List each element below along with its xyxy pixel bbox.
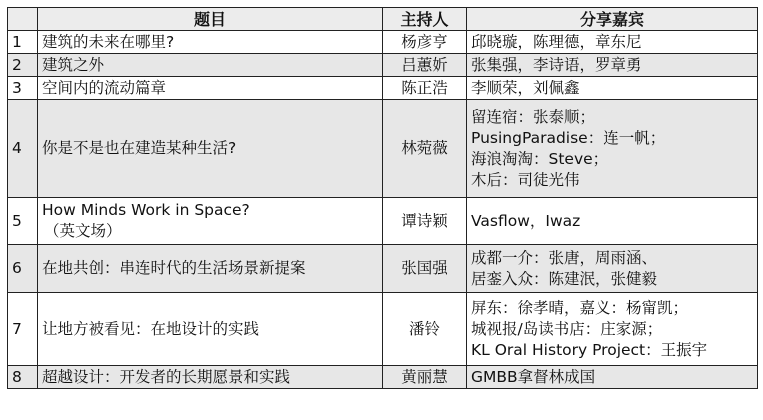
- session-schedule-table: [7, 7, 758, 389]
- table-row: [8, 245, 758, 293]
- topic-cell: [38, 100, 383, 198]
- guest-line: PusingParadise：连一帆；: [471, 128, 666, 147]
- topic-text: 在地共创：串连时代的生活场景新提案: [42, 259, 306, 277]
- guest-line: GMBB拿督林成国: [471, 367, 596, 386]
- guests-cell: [467, 293, 758, 366]
- topic-cell: [38, 245, 383, 293]
- guests-cell: [467, 366, 758, 389]
- topic-cell: [38, 366, 383, 389]
- guest-line: 城视报/岛读书店：庄家源；: [471, 319, 663, 338]
- topic-cell: [38, 77, 383, 100]
- header-row: [8, 8, 758, 31]
- host-cell: 谭诗颖: [383, 198, 467, 245]
- table-header: [8, 8, 758, 31]
- host-cell: 张国强: [383, 245, 467, 293]
- topic-text: （英文场）: [44, 222, 122, 240]
- topic-text: 超越设计：开发者的长期愿景和实践: [42, 367, 291, 386]
- host-cell: 吕蕙妡: [383, 54, 467, 77]
- guest-line: 居銮入众：陈建泯，张健毅: [471, 269, 658, 288]
- row-number: 4: [8, 100, 38, 198]
- topic-cell: [38, 31, 383, 54]
- table-row: [8, 293, 758, 366]
- host-cell: 陈正浩: [383, 77, 467, 100]
- host-cell: 林菀薇: [383, 100, 467, 198]
- header-host: 主持人: [383, 8, 467, 31]
- topic-cell: [38, 54, 383, 77]
- table-body: [8, 31, 758, 389]
- host-cell: 潘铃: [383, 293, 467, 366]
- row-number: 5: [8, 198, 38, 245]
- guests-cell: [467, 54, 758, 77]
- guests-cell: [467, 100, 758, 198]
- row-number: 2: [8, 54, 38, 77]
- row-number: 1: [8, 31, 38, 54]
- guest-line: 成都一介：张唐，周雨涵、: [471, 248, 658, 267]
- topic-text: 建筑之外: [42, 55, 105, 74]
- guests-cell: [467, 245, 758, 293]
- topic-text: 让地方被看见：在地设计的实践: [42, 319, 260, 338]
- topic-text: 空间内的流动篇章: [42, 78, 167, 97]
- table-row: [8, 31, 758, 54]
- table-row: [8, 100, 758, 198]
- table-row: [8, 54, 758, 77]
- guest-line: 李顺荣，刘佩鑫: [471, 78, 580, 97]
- guest-line: 屏东：徐孝晴，嘉义：杨甯凯；: [471, 298, 689, 317]
- guest-line: 邱晓璇，陈理德，章东尼: [471, 32, 642, 51]
- row-number: 8: [8, 366, 38, 389]
- guest-line: 海浪淘淘：Steve；: [471, 149, 609, 168]
- header-number: [8, 8, 38, 31]
- row-number: 7: [8, 293, 38, 366]
- guests-cell: [467, 77, 758, 100]
- host-cell: 杨彦亨: [383, 31, 467, 54]
- guest-line: 木后：司徒光伟: [471, 170, 580, 189]
- table-row: [8, 77, 758, 100]
- row-number: 3: [8, 77, 38, 100]
- guest-line: KL Oral History Project：王振宇: [471, 340, 708, 359]
- header-guests: 分享嘉宾: [467, 8, 758, 31]
- topic-text: 建筑的未来在哪里?: [42, 32, 175, 51]
- topic-text: 你是不是也在建造某种生活?: [42, 139, 237, 157]
- table-row: [8, 366, 758, 389]
- table-row: [8, 198, 758, 245]
- guest-line: 留连宿：张泰顺；: [471, 107, 596, 126]
- guest-line: 张集强，李诗语，罗章勇: [471, 55, 642, 74]
- topic-cell: [38, 293, 383, 366]
- guests-cell: [467, 31, 758, 54]
- guest-line: Vasflow，Iwaz: [471, 211, 581, 230]
- row-number: 6: [8, 245, 38, 293]
- host-cell: 黄丽慧: [383, 366, 467, 389]
- guests-cell: [467, 198, 758, 245]
- topic-text: How Minds Work in Space?: [42, 201, 250, 219]
- header-topic: 题目: [38, 8, 383, 31]
- topic-cell: [38, 198, 383, 245]
